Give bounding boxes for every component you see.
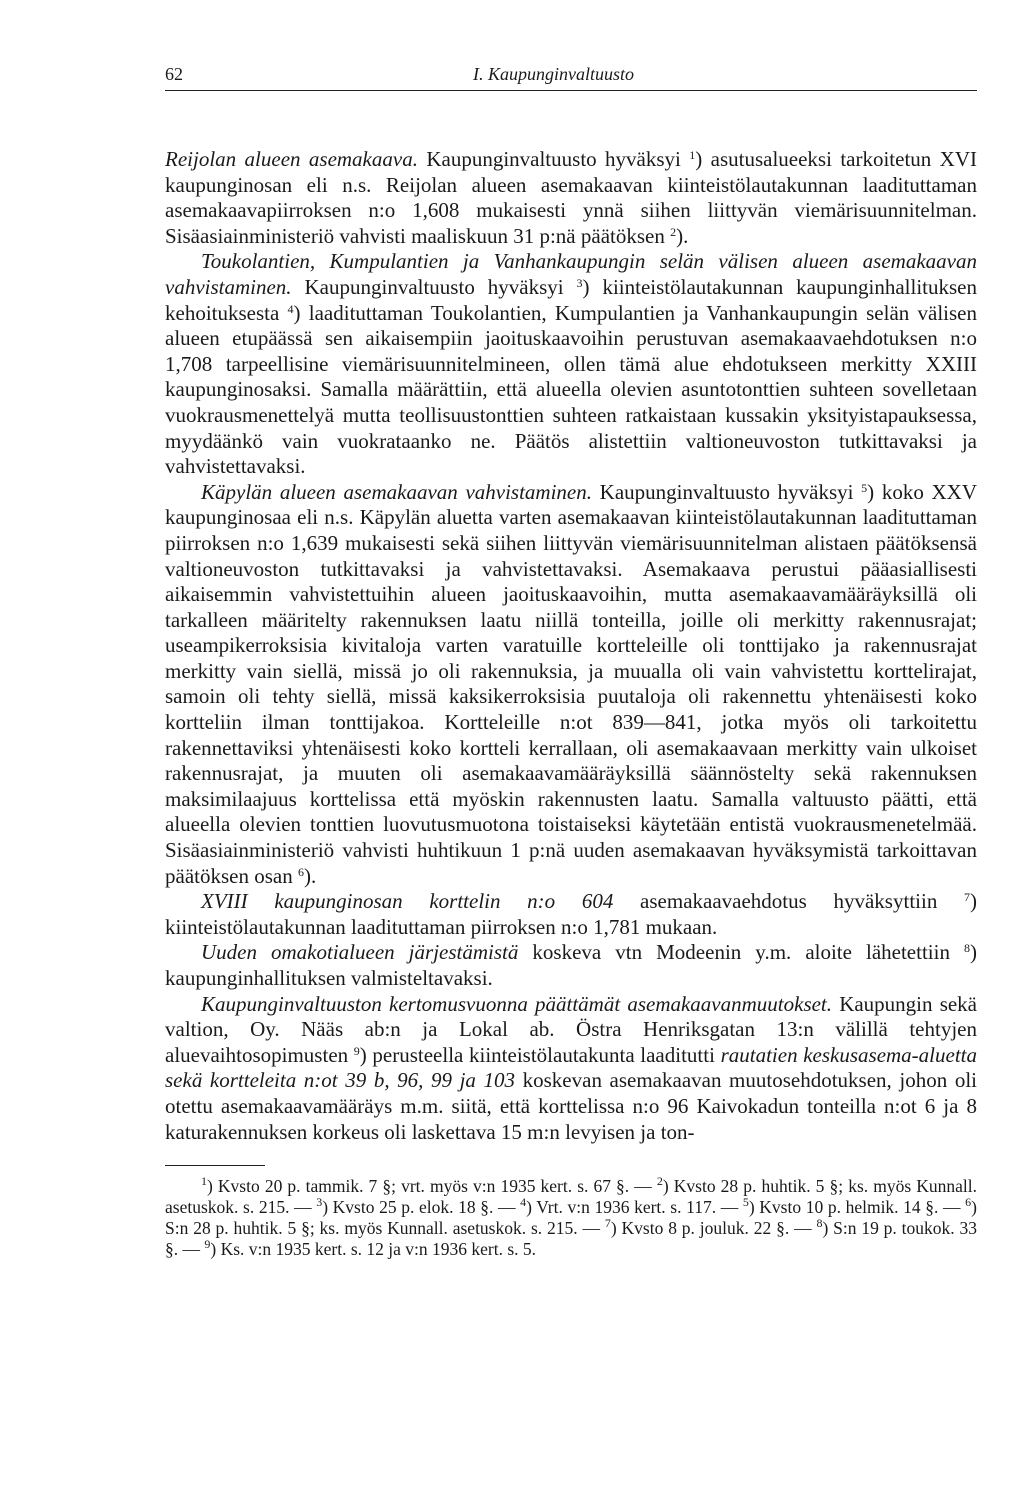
text-run: Kaupunginvaltuusto hyväksyi <box>291 274 577 299</box>
paragraph <box>165 992 977 1146</box>
italic-heading: Käpylän alueen asemakaavan vahvistaminen. <box>201 479 592 504</box>
text-run: koskeva vtn Modeenin y.m. aloite lähetettiin <box>518 940 964 965</box>
footnote-ref: 3 <box>316 1194 323 1209</box>
footnote-ref: 9 <box>204 1236 211 1251</box>
footnote-divider <box>165 1165 265 1166</box>
text-run: ) Kvsto 10 p. helmik. 14 §. — <box>748 1196 966 1217</box>
text-run: ) kiinteistölautakunnan kaupunginhallituksen kehoituksesta <box>165 274 977 325</box>
page-number: 62 <box>165 64 183 84</box>
footnote-ref: 6 <box>965 1194 972 1209</box>
italic-heading: Reijolan alueen asemakaava. <box>165 147 418 171</box>
text-run: ) Kvsto 8 p. jouluk. 22 §. — <box>610 1217 817 1238</box>
text-run: ) kaupunginhallituksen valmisteltavaksi. <box>165 940 977 990</box>
paragraph <box>165 889 977 940</box>
text-run: ) S:n 28 p. huhtik. 5 §; ks. myös Kunnall. asetuskok. s. 215. — <box>165 1196 977 1238</box>
paragraph <box>165 147 977 249</box>
paragraph <box>165 249 977 479</box>
paragraph <box>165 940 977 991</box>
text-run: ) Ks. v:n 1935 kert. s. 12 ja v:n 1936 kert. s. 5. <box>210 1238 537 1259</box>
page <box>165 60 977 1259</box>
footnote-ref: 7 <box>964 890 971 905</box>
footnote-ref: 4 <box>520 1194 527 1209</box>
italic-heading: rautatien keskusasema-aluetta sekä kortteleita n:ot 39 b, 96, 99 ja 103 <box>165 1042 977 1093</box>
text-run: koskevan asemakaavan muutosehdotuksen, johon oli otettu asemakaavamääräys m.m. siitä, että korttelissa n:o 96 Kaivokadun tonteilla n:ot 6 ja 8 katurakennuksen korkeus oli laskettava 15 m:n levyisen ja ton- <box>165 1068 977 1144</box>
italic-heading: XVIII kaupunginosan korttelin n:o 604 <box>201 889 614 914</box>
footnote-ref: 5 <box>861 480 868 495</box>
text-run: ) Kvsto 25 p. elok. 18 §. — <box>322 1196 521 1217</box>
text-run: Kaupungin sekä valtion, Oy. Nääs ab:n ja Lokal ab. Östra Henriksgatan 13:n välillä tehtyjen aluevaihtosopimusten <box>165 991 978 1067</box>
footnote-ref: 8 <box>964 941 970 956</box>
text-run: asemakaavaehdotus hyväksyttiin <box>613 889 965 914</box>
running-title: I. Kaupunginvaltuusto <box>473 64 634 84</box>
footnote-ref: 3 <box>576 275 583 290</box>
text-run: ). <box>303 863 317 888</box>
text-run: ) laadituttaman Toukolantien, Kumpulantien ja Vanhankaupungin selän välisen alueen etupäässä sen aikaisempiin jaoituskaavoihin perustuvan asemakaavaehdotuksen n:o 1,708 tarpeellisine viemärisuunnitelmineen, ollen tämä alue ehdotukseen merkitty XXIII kaupunginosaksi. Samalla määrättiin, että alueella olevien asuntotonttien suhteen sovelletaan vuokrausmenettelyä mutta teollisuustonttien suhteen ratkaistaan kussakin yksityistapauksessa, myydäänkö vain vuokrataanko ne. Päätös alistettiin valtioneuvoston tutkittavaksi ja vahvistettavaksi. <box>165 300 977 479</box>
footnote-ref: 2 <box>670 224 677 239</box>
footnote-ref: 9 <box>353 1043 360 1058</box>
footnote-ref: 1 <box>201 1174 207 1189</box>
footnote-ref: 2 <box>656 1174 663 1189</box>
footnote-ref: 4 <box>287 301 294 316</box>
text-run: ). <box>676 223 689 248</box>
text-run: Kaupunginvaltuusto hyväksyi <box>417 147 690 171</box>
text-run: ) asutusalueeksi tarkoitetun XVI kaupunginosan eli n.s. Reijolan alueen asemakaavan kiinteistölautakunnan laadituttaman asemakaavapiirroksen n:o 1,608 mukaisesti ynnä siihen liittyvän viemärisuunnitelman. Sisäasiainministeriö vahvisti maaliskuun 31 p:nä päätöksen <box>165 147 977 248</box>
footnote-ref: 8 <box>816 1215 823 1230</box>
footnote-ref: 5 <box>742 1194 749 1209</box>
text-run: ) S:n 19 p. toukok. 33 §. — <box>165 1217 977 1259</box>
footnote-ref: 7 <box>604 1215 611 1230</box>
footnote-ref: 6 <box>297 864 304 879</box>
page-header <box>165 60 977 91</box>
text-run: ) Kvsto 28 p. huhtik. 5 §; ks. myös Kunnall. asetuskok. s. 215. — <box>165 1176 977 1217</box>
text-run: Kaupunginvaltuusto hyväksyi <box>592 479 862 504</box>
footnote-ref: 1 <box>689 148 696 162</box>
paragraph <box>165 480 977 890</box>
italic-heading: Uuden omakotialueen järjestämistä <box>201 940 519 965</box>
italic-heading: Kaupunginvaltuuston kertomusvuonna päättämät asemakaavanmuutokset. <box>201 991 833 1016</box>
footnotes <box>165 1176 977 1259</box>
text-run: ) kiinteistölautakunnan laadituttaman piirroksen n:o 1,781 mukaan. <box>165 889 978 939</box>
text-run: ) Vrt. v:n 1936 kert. s. 117. — <box>526 1196 743 1217</box>
text-run: ) perusteella kiinteistölautakunta laaditutti <box>359 1042 721 1067</box>
text-run: ) koko XXV kaupunginosaa eli n.s. Käpylän aluetta varten asemakaavan kiinteistölautakunnan laadituttaman piirroksen n:o 1,639 mukaisesti sekä siihen liittyvän viemärisuunnitelman alistaen päätöksensä valtioneuvoston tutkittavaksi ja vahvistettavaksi. Asemakaava perustui pääasiallisesti aikaisemmin vahvistettuihin alueen jaoituskaavoihin, mutta asemakaavamääräyksillä oli tarkalleen määritelty rakennuksen laatu niillä tonteilla, joille oli merkitty rakennusrajat; useampikerroksisia kivitaloja varten varatuille kortteleille oli tonttijako ja rakennusrajat merkitty vain siellä, missä jo oli rakennuksia, ja muualla oli vain vahvistettu korttelirajat, samoin oli tehty siellä, missä kaksikerroksisia puutaloja oli rakennettu yhtenäisesti koko kortteliin ilman tonttijakoa. Kortteleille n:ot 839—841, jotka myös oli tarkoitettu rakennettaviksi yhtenäisesti koko kortteli kerrallaan, oli asemakaavaan merkitty vain ulkoiset rakennusrajat, ja muuten oli asemakaavamääräyksillä säännöstelty sekä rakennuksen maksimilaajuus korttelissa että myöskin rakennusten laatu. Samalla valtuusto päätti, että alueella olevien tonttien luovutusmuotona toistaiseksi käytetään entistä vuokrausmenetelmää. Sisäasiainministeriö vahvisti huhtikuun 1 p:nä uuden asemakaavan hyväksymistä tarkoittavan päätöksen osan <box>165 479 977 888</box>
body-text <box>165 147 977 1145</box>
italic-heading: Toukolantien, Kumpulantien ja Vanhankaupungin selän välisen alueen asemakaavan vahvistaminen. <box>165 249 977 299</box>
text-run: ) Kvsto 20 p. tammik. 7 §; vrt. myös v:n 1935 kert. s. 67 §. — <box>207 1176 657 1197</box>
